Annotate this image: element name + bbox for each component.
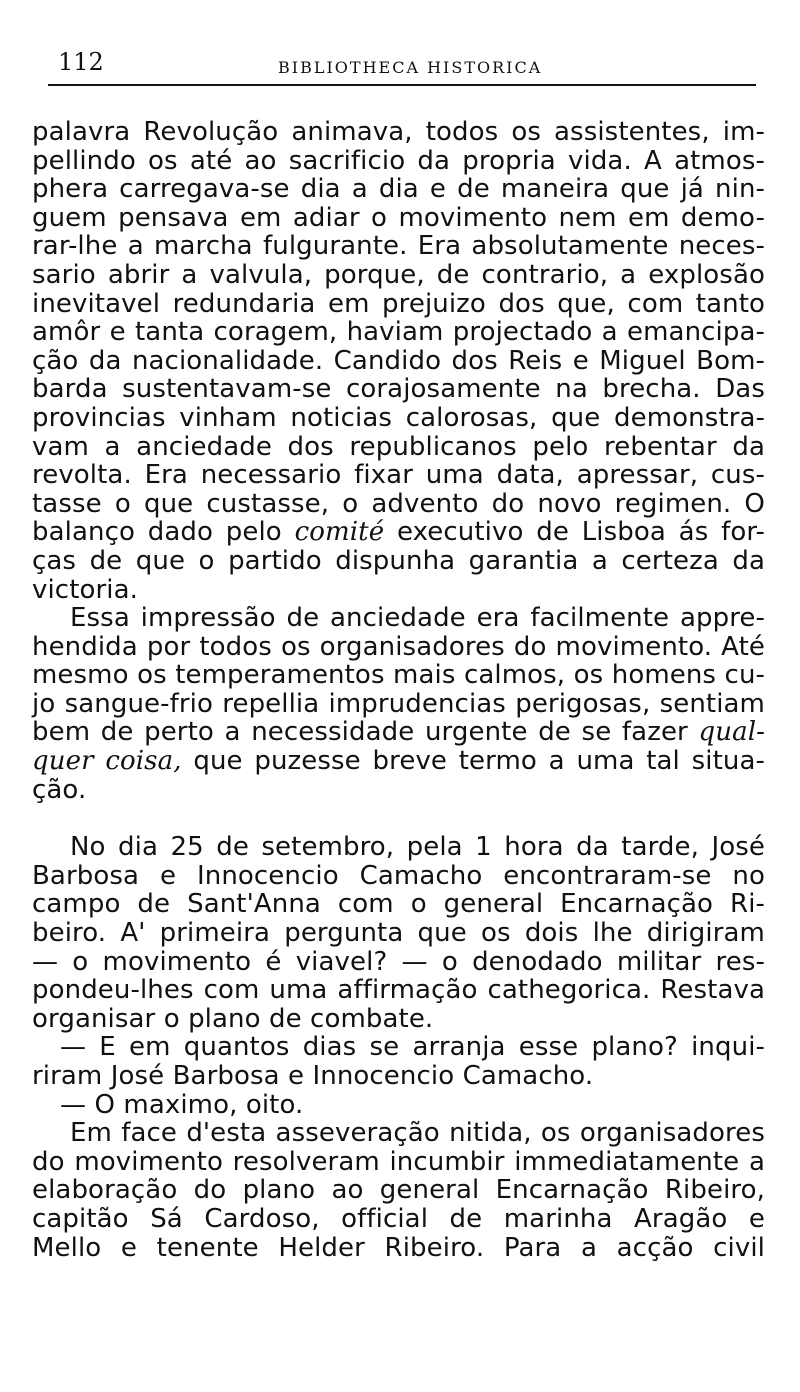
text-line-qualquer: [32, 718, 765, 747]
text-line-comite: [32, 518, 765, 547]
text-line: do movimento resolveram incumbir immediatamente a: [32, 1146, 765, 1177]
text-line: revolta. Era necessario fixar uma data, apressar, cus-: [32, 460, 765, 491]
dialogue-line: riram José Barbosa e Innocencio Camacho.: [32, 1061, 594, 1091]
text-line: hendida por todos os organisadores do movimento. Até: [32, 631, 765, 662]
text-line: — o movimento é viavel? — o denodado militar res-: [32, 946, 765, 977]
text-line: Barbosa e Innocencio Camacho encontraram-se no: [32, 860, 765, 891]
text-line: capitão Sá Cardoso, official de marinha Aragão e: [32, 1203, 765, 1234]
text-line: ção.: [32, 774, 87, 805]
text-line-coisa: [32, 747, 765, 776]
text-line: Mello e tenente Helder Ribeiro. Para a acção civil: [32, 1232, 765, 1263]
italic-quer-coisa: quer coisa,: [32, 746, 182, 777]
italic-qual: qual-: [698, 717, 765, 748]
text-line: sario abrir a valvula, porque, de contrario, a explosão: [32, 259, 765, 290]
text-line: rar-lhe a marcha fulgurante. Era absolutamente neces-: [32, 231, 765, 262]
text-line: ção da nacionalidade. Candido dos Reis e Miguel Bom-: [32, 345, 765, 376]
text-segment: balanço dado pelo: [32, 517, 295, 548]
text-line: elaboração do plano ao general Encarnação Ribeiro,: [32, 1175, 765, 1206]
dialogue-line: — E em quantos dias se arranja esse plano? inqui-: [60, 1032, 765, 1063]
text-line: provincias vinham noticias calorosas, que demonstra-: [32, 402, 765, 433]
text-line: amôr e tanta coragem, haviam projectado a emancipa-: [32, 317, 765, 348]
text-line: phera carregava-se dia a dia e de maneira que já nin-: [32, 174, 765, 205]
text-line: vam a anciedade dos republicanos pelo rebentar da: [32, 431, 765, 462]
text-line: mesmo os temperamentos mais calmos, os homens cu-: [32, 660, 765, 691]
running-title: BIBLIOTHECA HISTORICA: [278, 58, 543, 77]
text-segment: bem de perto a necessidade urgente de se fazer: [32, 717, 699, 748]
paragraph-revolucao: [32, 118, 765, 1262]
text-line: inevitavel redundaria em prejuizo dos que, com tanto: [32, 288, 765, 319]
italic-comite: comité: [294, 517, 385, 548]
text-line: Em face d'esta asseveração nitida, os organisadores: [70, 1118, 765, 1149]
text-line: beiro. A' primeira pergunta que os dois lhe dirigiram: [32, 918, 765, 949]
text-line: barda sustentavam-se corajosamente na brecha. Das: [32, 374, 765, 405]
text-line: organisar o plano de combate.: [32, 1003, 434, 1034]
text-line: palavra Revolução animava, todos os assistentes, im-: [32, 117, 765, 147]
page-header: [48, 48, 756, 86]
text-line: victoria.: [32, 574, 139, 605]
text-segment: que puzesse breve termo a uma tal situa-: [181, 746, 765, 777]
text-line: guem pensava em adiar o movimento nem em demo-: [32, 202, 765, 233]
text-line: pondeu-lhes com uma affirmação cathegorica. Restava: [32, 975, 765, 1006]
text-line: pellindo os até ao sacrificio da propria vida. A atmos-: [32, 145, 765, 176]
text-line: No dia 25 de setembro, pela 1 hora da tarde, José: [70, 832, 765, 863]
page-number: 112: [58, 48, 104, 76]
paragraph-gap: [32, 804, 765, 833]
dialogue-line: — O maximo, oito.: [60, 1089, 304, 1120]
text-line: ças de que o partido dispunha garantia a certeza da: [32, 545, 765, 576]
text-line: campo de Sant'Anna com o general Encarnação Ri-: [32, 889, 765, 920]
text-segment: executivo de Lisboa ás for-: [384, 517, 765, 548]
text-line: jo sangue-frio repellia imprudencias perigosas, sentiam: [32, 688, 765, 719]
text-line: Essa impressão de anciedade era facilmente appre-: [70, 603, 765, 634]
text-line: tasse o que custasse, o advento do novo regimen. O: [32, 488, 765, 519]
